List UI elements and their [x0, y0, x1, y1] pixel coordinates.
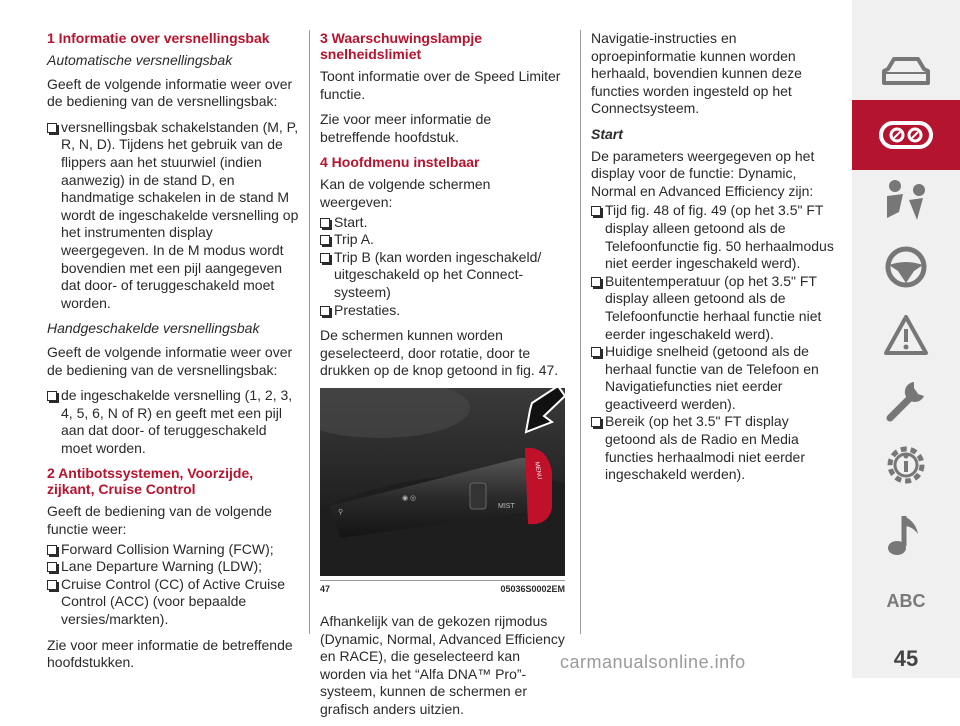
car-icon[interactable]	[852, 36, 960, 106]
paragraph: De parameters weergegeven op het display voor de functie: Dynamic, Normal en Advanced Efficiency zijn:	[591, 147, 815, 199]
watermark: carmanualsonline.info	[560, 652, 746, 672]
figure-caption	[320, 580, 565, 595]
bullet-box-icon	[591, 206, 601, 216]
svg-text:⚲: ⚲	[338, 508, 344, 516]
wrench-icon[interactable]	[852, 366, 960, 436]
bullet-box-icon	[47, 580, 57, 590]
steering-wheel-icon[interactable]	[852, 232, 960, 302]
list-item: Start.	[320, 214, 565, 232]
page-number: 45	[893, 646, 919, 671]
abc-index-tab[interactable]	[852, 566, 960, 636]
paragraph: De schermen kunnen worden geselecteerd, door rotatie, door te drukken op de knop getoond in fig. 47.	[320, 327, 559, 379]
warning-triangle-icon[interactable]	[852, 300, 960, 370]
svg-text:◉ ◎: ◉ ◎	[402, 494, 417, 502]
list-item: Forward Collision Warning (FCW);	[47, 541, 299, 559]
paragraph: Geeft de bediening van de volgende functie weer:	[47, 503, 272, 538]
section-title: 1 Informatie over versnellingsbak	[47, 30, 270, 46]
column-divider	[580, 30, 581, 634]
figure-number: 47	[320, 583, 331, 594]
subheading: Automatische versnellingsbak	[47, 52, 233, 68]
list-item: Trip B (kan worden ingeschakeld/ uitgeschakeld op het Connect-systeem)	[320, 249, 565, 302]
list-item: Prestaties.	[320, 302, 565, 320]
bullet-box-icon	[320, 235, 330, 245]
bullet-box-icon	[320, 253, 330, 263]
list-item: Tijd fig. 48 of fig. 49 (op het 3.5" FT display alleen getoond als de Telefoonfunctie fig. 50 herhaalmodus niet eerder ingeschakeld werd).	[591, 202, 841, 272]
seat-person-icon[interactable]	[852, 166, 960, 236]
paragraph: Zie voor meer informatie de betreffende hoofdstuk.	[320, 111, 492, 145]
list-item: Buitentemperatuur (op het 3.5" FT display alleen getoond als de Telefoonfunctie herhaal functie niet eerder ingeschakeld werd).	[591, 273, 841, 343]
list-item: Cruise Control (CC) of Active Cruise Control (ACC) (voor bepaalde versies/markten).	[47, 576, 299, 629]
chapter-sidebar	[852, 0, 960, 678]
paragraph: Toont informatie over de Speed Limiter functie.	[320, 68, 561, 102]
bullet-box-icon	[47, 391, 57, 401]
list-item: versnellingsbak schakelstanden (M, P, R, N, D). Tijdens het gebruik van de flippers aan het stuurwiel (indien aanwezig) in de stand D, en handmatige schakelen in de stand M wordt de ingeschakelde versnelling op het instrumenten display weergegeven. In de M modus wordt bovendien met een pijl aangegeven dat door- of teruggeschakeld moet worden.	[47, 119, 299, 313]
bullet-box-icon	[591, 277, 601, 287]
bullet-box-icon	[47, 562, 57, 572]
column-1	[47, 30, 299, 680]
bullet-box-icon	[320, 218, 330, 228]
figure-stalk-photo	[320, 388, 565, 576]
section-title: 4 Hoofdmenu instelbaar	[320, 154, 480, 171]
paragraph: Geeft de volgende informatie weer over de bediening van de versnellingsbak:	[47, 75, 293, 110]
bullet-box-icon	[591, 417, 601, 427]
gear-info-icon[interactable]	[852, 430, 960, 500]
dashboard-icon[interactable]	[852, 100, 960, 170]
bullet-box-icon	[591, 347, 601, 357]
bullet-box-icon	[47, 545, 57, 555]
stalk-illustration	[320, 388, 565, 576]
list-item: Huidige snelheid (getoond als de herhaal functie van de Telefoon en Navigatiefuncties niet eerder geactiveerd werden).	[591, 343, 841, 413]
bullet-box-icon	[47, 123, 57, 133]
paragraph: Afhankelijk van de gekozen rijmodus (Dynamic, Normal, Advanced Efficiency en RACE), die geselecteerd kan worden via het “Alfa DNA™ Pro”-systeem, kunnen de schermen er grafisch anders uitzien.	[320, 612, 565, 717]
bullet-box-icon	[320, 306, 330, 316]
list-item: Lane Departure Warning (LDW);	[47, 558, 299, 576]
figure-label: MENU	[533, 461, 543, 480]
list-item: de ingeschakelde versnelling (1, 2, 3, 4, 5, 6, N of R) en geeft met een pijl aan dat door- of teruggeschakeld moet worden.	[47, 387, 299, 457]
paragraph: Navigatie-instructies en oproepinformatie kunnen worden herhaald, bovendien kunnen deze functies worden ingesteld op het Connectsysteem.	[591, 30, 802, 117]
section-title: 2 Antibotssystemen, Voorzijde, zijkant, Cruise Control	[47, 465, 254, 498]
music-note-icon[interactable]	[852, 500, 960, 570]
list-item: Bereik (op het 3.5" FT display getoond als de Radio en Media functies herhaalmodi niet eerder ingeschakeld werden).	[591, 413, 841, 483]
column-2	[320, 30, 565, 726]
subheading: Handgeschakelde versnellingsbak	[47, 320, 260, 337]
paragraph: Geeft de volgende informatie weer over de bediening van de versnellingsbak:	[47, 343, 293, 378]
column-3	[591, 30, 841, 492]
figure-code: 05036S0002EM	[500, 583, 565, 594]
subheading: Start	[591, 125, 623, 142]
paragraph: Zie voor meer informatie de betreffende hoofdstukken.	[47, 636, 293, 671]
column-divider	[309, 30, 310, 634]
figure-label: MIST	[498, 502, 515, 510]
abc-label: ABC	[886, 590, 926, 611]
paragraph: Kan de volgende schermen weergeven:	[320, 176, 491, 210]
section-title: 3 Waarschuwingslampje snelheidslimiet	[320, 30, 483, 62]
list-item: Trip A.	[320, 231, 565, 249]
